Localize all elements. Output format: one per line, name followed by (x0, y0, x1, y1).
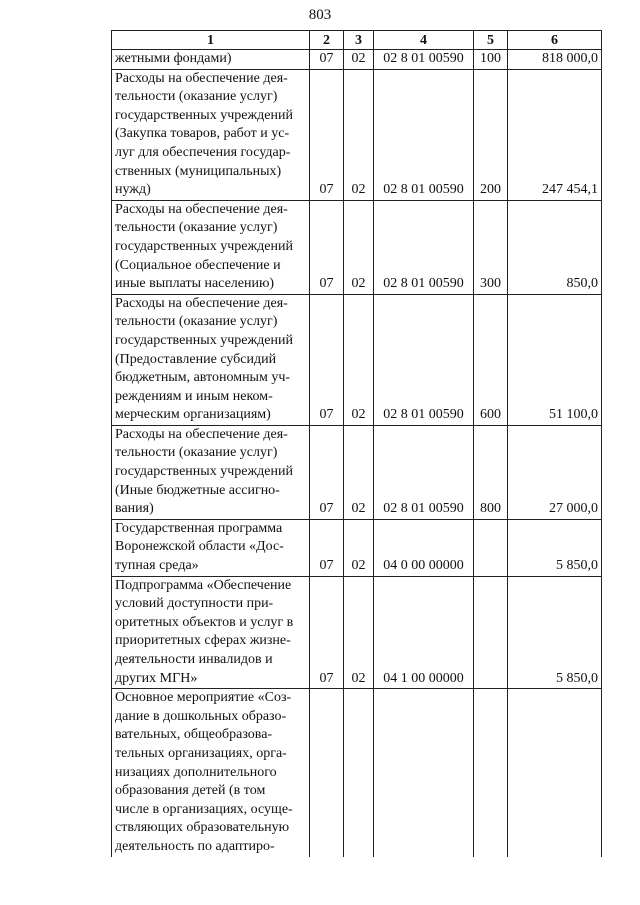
row-section: 07 (310, 50, 344, 70)
row-expense-type: 600 (474, 294, 508, 425)
row-subsection: 02 (344, 519, 374, 576)
table-row (112, 425, 602, 519)
row-target-article: 02 8 01 00590 (374, 69, 474, 200)
row-subsection: 02 (344, 425, 374, 519)
row-target-article: 02 8 01 00590 (374, 294, 474, 425)
row-section: 07 (310, 519, 344, 576)
budget-table (111, 30, 602, 857)
row-section: 07 (310, 294, 344, 425)
row-expense-type: 300 (474, 200, 508, 294)
row-section: 07 (310, 69, 344, 200)
row-amount: 51 100,0 (508, 294, 602, 425)
row-expense-type (474, 576, 508, 689)
column-header-5: 5 (474, 31, 508, 50)
row-target-article: 02 8 01 00590 (374, 200, 474, 294)
row-amount: 27 000,0 (508, 425, 602, 519)
row-subsection: 02 (344, 50, 374, 70)
row-target-article (374, 689, 474, 857)
row-section: 07 (310, 425, 344, 519)
row-amount: 5 850,0 (508, 519, 602, 576)
row-target-article: 02 8 01 00590 (374, 425, 474, 519)
row-expense-type: 200 (474, 69, 508, 200)
table-row (112, 200, 602, 294)
row-description: Расходы на обеспечение дея- тельности (оказание услуг) государственных учреждений (Социальное обеспечение и иные выплаты населению) (112, 200, 310, 294)
row-amount: 818 000,0 (508, 50, 602, 70)
column-header-1: 1 (112, 31, 310, 50)
row-amount: 5 850,0 (508, 576, 602, 689)
row-description: Расходы на обеспечение дея- тельности (оказание услуг) государственных учреждений (Предоставление субсидий бюджетным, автономным уч- реждениям и иным неком- мерческим организациям) (112, 294, 310, 425)
table-row (112, 519, 602, 576)
row-description: Государственная программа Воронежской области «Дос- тупная среда» (112, 519, 310, 576)
row-subsection: 02 (344, 294, 374, 425)
column-header-6: 6 (508, 31, 602, 50)
row-description: Расходы на обеспечение дея- тельности (оказание услуг) государственных учреждений (Иные бюджетные ассигно- вания) (112, 425, 310, 519)
row-expense-type (474, 519, 508, 576)
row-subsection: 02 (344, 576, 374, 689)
row-expense-type: 800 (474, 425, 508, 519)
table-row (112, 69, 602, 200)
row-amount (508, 689, 602, 857)
row-expense-type (474, 689, 508, 857)
row-section: 07 (310, 200, 344, 294)
column-header-2: 2 (310, 31, 344, 50)
row-section: 07 (310, 576, 344, 689)
table-row (112, 294, 602, 425)
column-header-3: 3 (344, 31, 374, 50)
row-amount: 850,0 (508, 200, 602, 294)
page-number: 803 (308, 7, 332, 23)
table-row (112, 689, 602, 857)
row-amount: 247 454,1 (508, 69, 602, 200)
row-description: Подпрограмма «Обеспечение условий доступности при- оритетных объектов и услуг в приоритетных сферах жизне- деятельности инвалидов и других МГН» (112, 576, 310, 689)
row-subsection: 02 (344, 200, 374, 294)
row-description: Основное мероприятие «Соз- дание в дошкольных образо- вательных, общеобразова- тельных организациях, орга- низациях дополнительного образования детей (в том числе в организациях, осуще- ствляющих образовательную деятельность по адаптиро- (112, 689, 310, 857)
row-description: жетными фондами) (112, 50, 310, 70)
table-header-row (112, 31, 602, 50)
table-row (112, 50, 602, 70)
row-target-article: 02 8 01 00590 (374, 50, 474, 70)
row-section (310, 689, 344, 857)
row-subsection (344, 689, 374, 857)
row-target-article: 04 1 00 00000 (374, 576, 474, 689)
row-description: Расходы на обеспечение дея- тельности (оказание услуг) государственных учреждений (Закупка товаров, работ и ус- луг для обеспечения государ- ственных (муниципальных) нужд) (112, 69, 310, 200)
row-expense-type: 100 (474, 50, 508, 70)
table-row (112, 576, 602, 689)
row-target-article: 04 0 00 00000 (374, 519, 474, 576)
column-header-4: 4 (374, 31, 474, 50)
row-subsection: 02 (344, 69, 374, 200)
